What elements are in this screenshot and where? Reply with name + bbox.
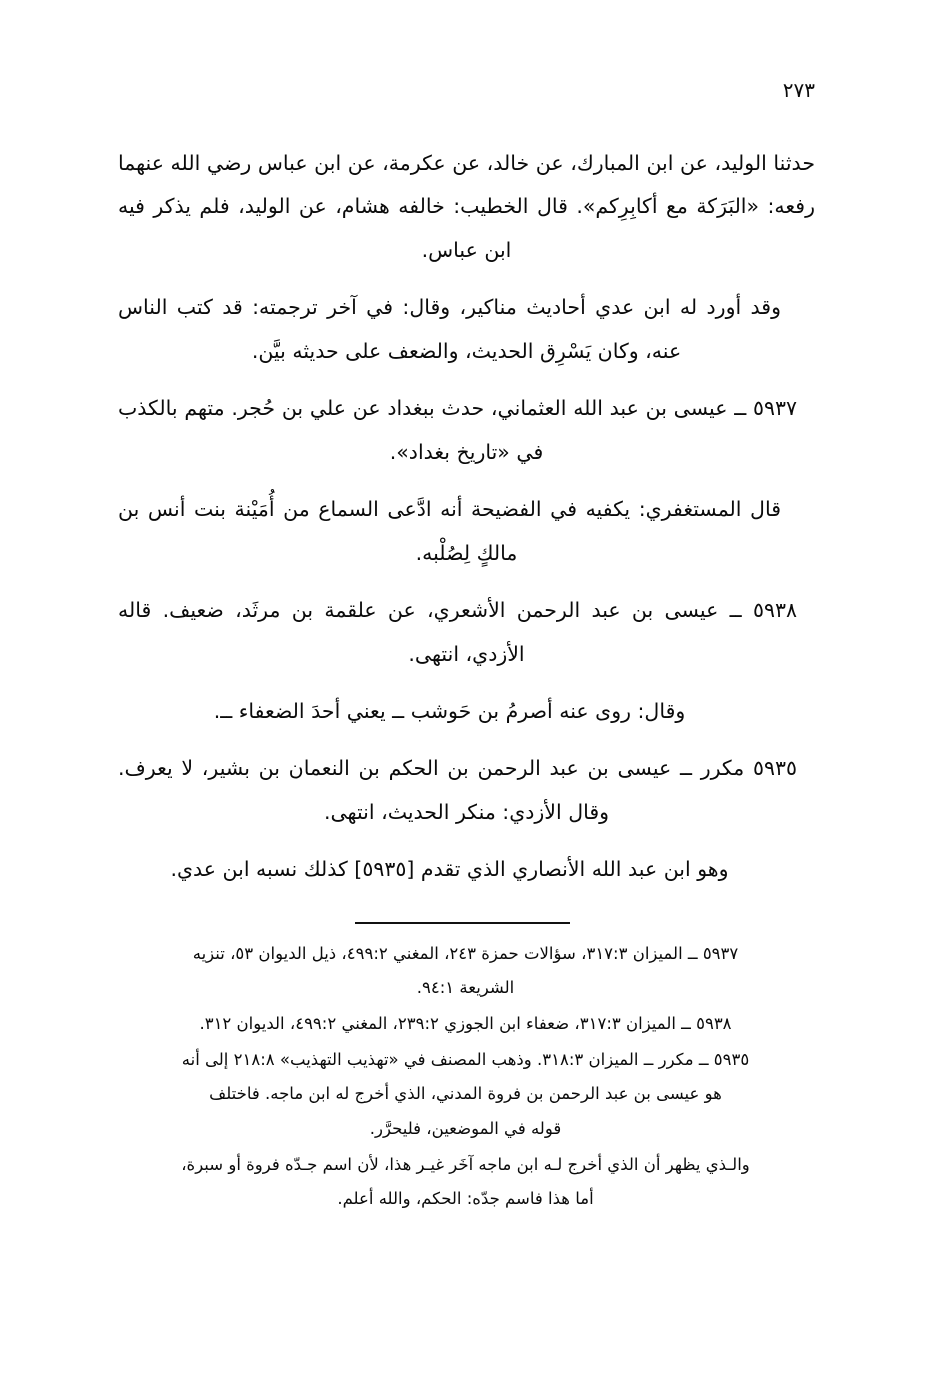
body-text (118, 142, 815, 892)
footnote (118, 1044, 813, 1145)
footnote-line: الشريعة ٩٤:١. (416, 977, 515, 997)
footnote-line: قوله في الموضعين، فليحرَّر. (369, 1118, 562, 1138)
footnote-line: ٥٩٣٥ ــ مكرر ــ الميزان ٣١٨:٣. وذهب المصنف في «تهذيب التهذيب» ٢١٨:٨ إلى أنه (181, 1050, 750, 1070)
footnote-line: ٥٩٣٨ ــ الميزان ٣١٧:٣، ضعفاء ابن الجوزي ٢٣٩:٢، المغني ٤٩٩:٢، الديوان ٣١٢. (199, 1014, 732, 1034)
biography-entry: ٥٩٣٥ مكرر ــ عيسى بن عبد الرحمن بن الحكم بن النعمان بن بشير، لا يعرف. وقال الأزدي: منكر الحديث، انتهى. (118, 756, 797, 824)
paragraph: وقد أورد له ابن عدي أحاديث مناكير، وقال: في آخر ترجمته: قد كتب الناس عنه، وكان يَسْرِق الحديث، والضعف على حديثه بيَّن. (118, 295, 781, 363)
paragraph: قال المستغفري: يكفيه في الفضيحة أنه ادَّعى السماع من أُمَيْنة بنت أنس بن مالكٍ لِصُلْبه. (118, 497, 781, 565)
paragraph: حدثنا الوليد، عن ابن المبارك، عن خالد، عن عكرمة، عن ابن عباس رضي الله عنهما رفعه: «البَرَكة مع أكابِرِكم». قال الخطيب: خالفه هشام، عن الوليد، فلم يذكر فيه ابن عباس. (118, 151, 815, 262)
footnote-line: والـذي يظهر أن الذي أخرج لـه ابن ماجه آخَر غيـر هذا، لأن اسم جـدّه فروة أو سبرة، (181, 1154, 750, 1174)
footnote (118, 938, 813, 1004)
page-number: ٢٧٣ (782, 78, 815, 102)
footnote (118, 1008, 813, 1040)
paragraph: وهو ابن عبد الله الأنصاري الذي تقدم [٥٩٣٥] كذلك نسبه ابن عدي. (170, 857, 729, 882)
footnote-line: أما هذا فاسم جدّه: الحكم، والله أعلم. (337, 1189, 594, 1208)
paragraph: وقال: روى عنه أصرمُ بن حَوشب ــ يعني أحدَ الضعفاء ــ. (213, 698, 686, 723)
footnote-line: هو عيسى بن عبد الرحمن بن فروة المدني، الذي أخرج له ابن ماجه. فاختلف (209, 1084, 722, 1104)
biography-entry: ٥٩٣٨ ــ عيسى بن عبد الرحمن الأشعري، عن علقمة بن مرثَد، ضعيف. قاله الأزدي، انتهى. (118, 598, 797, 666)
footnote-line: ٥٩٣٧ ــ الميزان ٣١٧:٣، سؤالات حمزة ٢٤٣، المغني ٤٩٩:٢، ذيل الديوان ٥٣، تنزيه (192, 943, 739, 963)
footnote-divider (355, 922, 570, 924)
biography-entry: ٥٩٣٧ ــ عيسى بن عبد الله العثماني، حدث ببغداد عن علي بن حُجر. متهم بالكذب في «تاريخ بغداد». (118, 396, 797, 464)
footnotes (118, 938, 815, 1215)
footnote (118, 1149, 813, 1215)
